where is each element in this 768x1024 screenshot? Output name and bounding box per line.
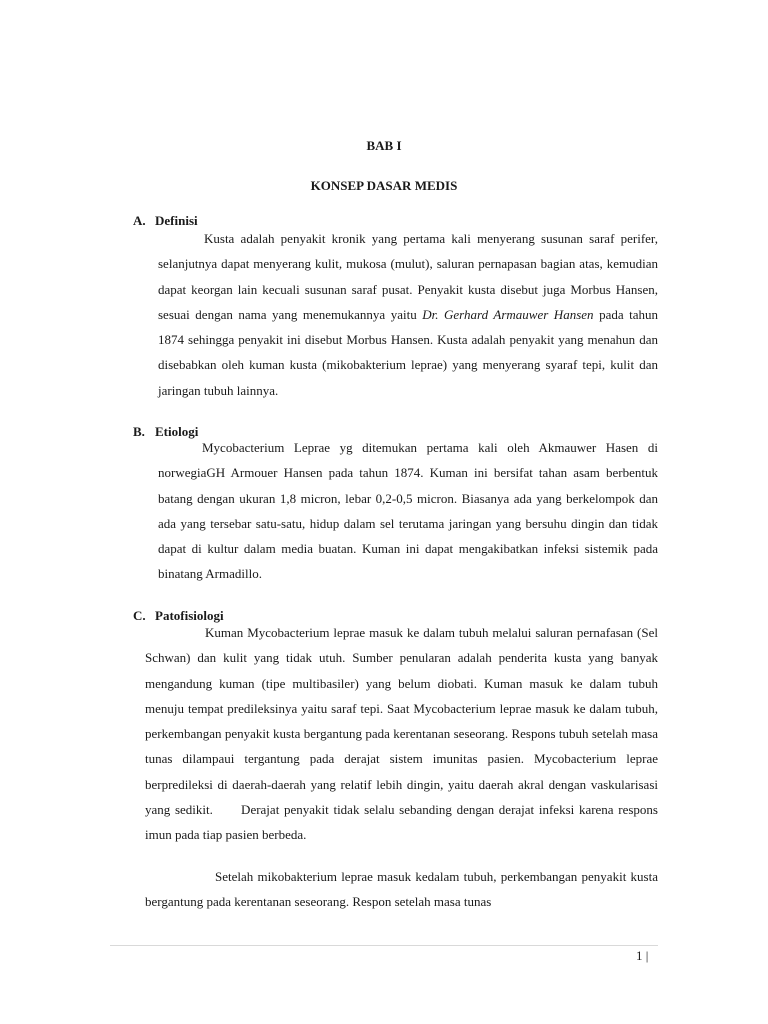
chapter-label: BAB I bbox=[366, 138, 402, 153]
paragraph-text: Setelah mikobakterium leprae masuk kedalam tubuh, perkembangan penyakit kusta bergantung pada kerentanan seseorang. Respon setelah masa tunas bbox=[145, 869, 658, 910]
paragraph-text-cont: pada tahun 1874 sehingga penyakit ini disebut Morbus Hansen. Kusta adalah penyakit yang menahun dan disebabkan oleh kuman kusta (mikobakterium leprae) yang menyerang syaraf tepi, kulit dan jaringan tubuh lainnya. bbox=[158, 306, 659, 398]
paragraph-definisi bbox=[158, 226, 658, 403]
paragraph-italic-name: Dr. Gerhard Armauwer Hansen bbox=[422, 306, 594, 322]
section-number: A. bbox=[133, 213, 146, 228]
paragraph-text: Kuman Mycobacterium leprae masuk ke dalam tubuh melalui saluran pernafasan (Sel Schwan) dan kulit yang tidak utuh. Sumber penularan adalah penderita kusta yang banyak mengandung kuman (tipe multibasiler) yang belum diobati. Kuman masuk ke dalam tubuh menuju tempat predileksinya yaitu saraf tepi. Saat Mycobacterium leprae masuk ke dalam tubuh, perkembangan penyakit kusta bergantung pada kerentanan seseorang. Respons tubuh setelah masa tunas dilampaui tergantung pada derajat sistem imunitas pasien. Mycobacterium leprae berpredileksi di daerah-daerah yang relatif lebih dingin, yaitu daerah akral dengan vaskularisasi yang sedikit. Derajat penyakit tidak selalu sebanding dengan derajat infeksi karena respons imun pada tiap pasien berbeda. bbox=[145, 625, 662, 843]
paragraph-patofisiologi-2 bbox=[145, 864, 658, 915]
paragraph-patofisiologi bbox=[145, 620, 662, 848]
page-number: 1 | bbox=[636, 948, 649, 963]
section-title: Definisi bbox=[155, 213, 198, 228]
footer-divider bbox=[110, 945, 658, 946]
paragraph-text: Mycobacterium Leprae yg ditemukan pertama kali oleh Akmauwer Hasen di norwegiaGH Armouer Hansen pada tahun 1874. Kuman ini bersifat tahan asam berbentuk batang dengan ukuran 1,8 micron, lebar 0,2-0,5 micron. Biasanya ada yang berkelompok dan ada yang tersebar satu-satu, hidup dalam sel terutama jaringan yang bersuhu dingin dan tidak dapat di kultur dalam media buatan. Kuman ini dapat mengakibatkan infeksi sistemik pada binatang Armadillo. bbox=[158, 440, 658, 582]
paragraph-etiologi bbox=[158, 435, 658, 587]
page-title: KONSEP DASAR MEDIS bbox=[310, 178, 458, 193]
section-number: C. bbox=[133, 608, 146, 623]
paragraph-text: Kusta adalah penyakit kronik yang pertama kali menyerang susunan saraf perifer, selanjutnya dapat menyerang kulit, mukosa (mulut), saluran pernapasan bagian atas, kemudian dapat keorgan lain kecuali susunan saraf pusat. Penyakit kusta disebut juga Morbus Hansen, sesuai dengan nama yang menemukannya yaitu bbox=[158, 231, 658, 322]
section-title: Etiologi bbox=[155, 424, 199, 439]
section-title: Patofisiologi bbox=[155, 608, 224, 623]
section-number: B. bbox=[133, 424, 145, 439]
